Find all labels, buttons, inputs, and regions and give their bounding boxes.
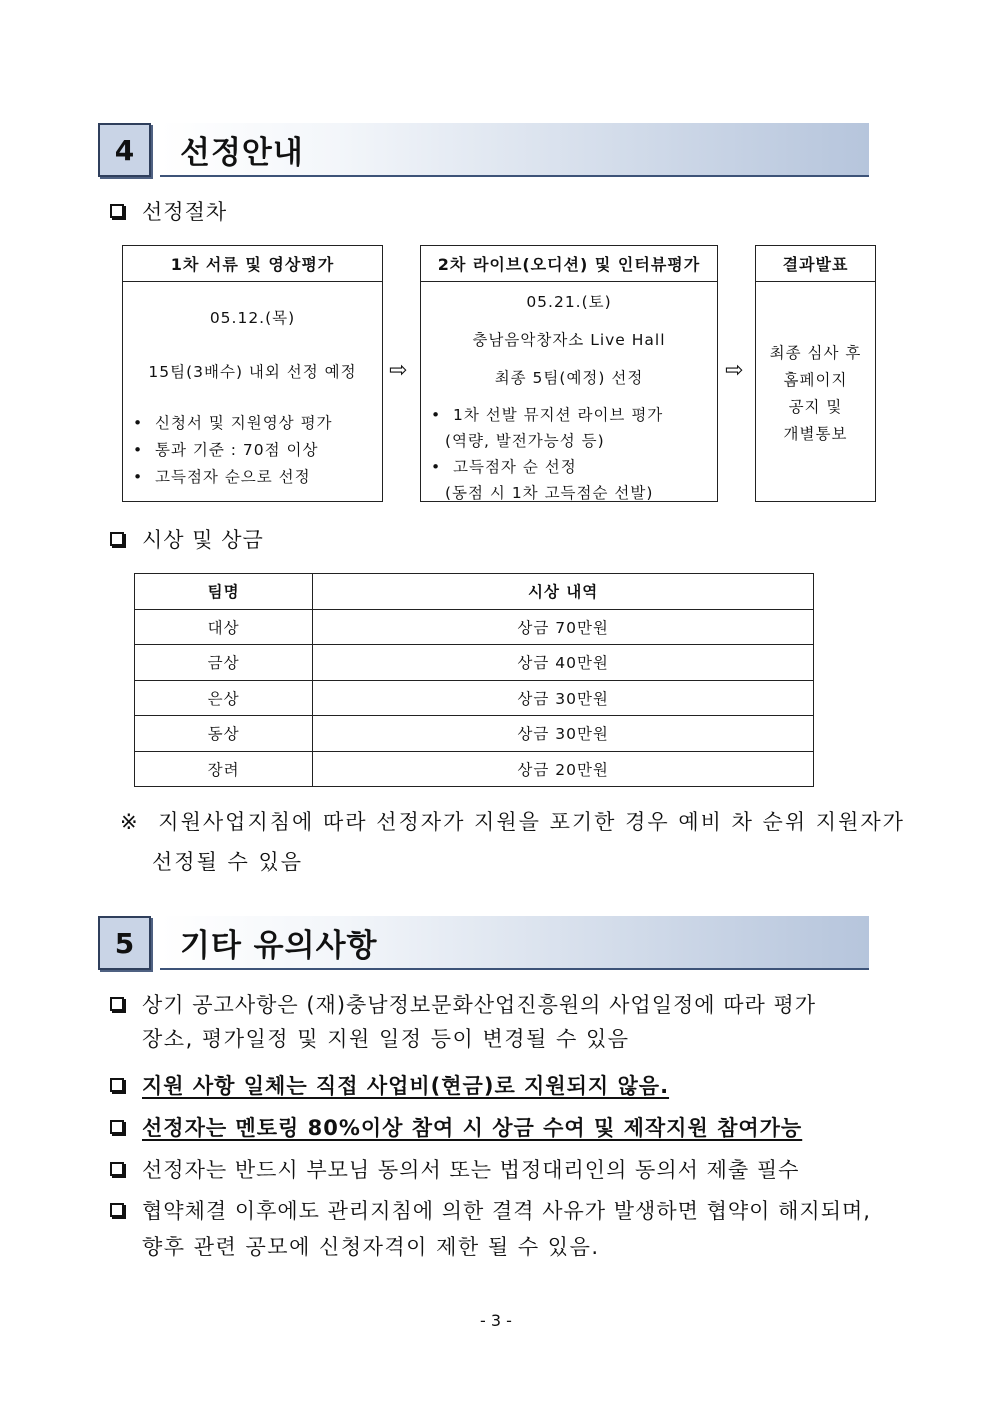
section-4-title: 선정안내 (160, 123, 869, 177)
page-number: - 3 - (480, 1311, 512, 1330)
list-item-sub: (역량, 발전가능성 등) (445, 432, 605, 450)
table-row (135, 751, 814, 787)
step-2-date: 05.21.(토) (526, 293, 612, 311)
table-header-row (135, 574, 814, 610)
arrow-right-icon: ⇨ (725, 358, 744, 383)
list-item: 지원 사항 일체는 직접 사업비(현금)로 지원되지 않음. (110, 1064, 910, 1106)
table-row (135, 609, 814, 645)
result-line: 공지 및 (788, 398, 843, 416)
awards-heading-text: 시상 및 상금 (142, 528, 264, 552)
step-2-venue: 충남음악창자소 Live Hall (472, 331, 666, 349)
checkbox-bullet-icon (110, 1203, 124, 1217)
header-award: 시상 내역 (313, 574, 814, 610)
list-item: 상기 공고사항은 (재)충남정보문화산업진흥원의 사업일정에 따라 평가 장소, 평가일정 및 지원 일정 등이 변경될 수 있음 (110, 986, 910, 1064)
procedure-heading (110, 196, 227, 226)
step-3-box (755, 245, 876, 502)
award-prize: 상금 20만원 (313, 751, 814, 787)
notice-list (110, 986, 910, 1264)
note-line-1: 지원사업지침에 따라 선정자가 지원을 포기한 경우 예비 차 순위 지원자가 (158, 810, 905, 834)
procedure-heading-text: 선정절차 (142, 200, 228, 224)
list-item: • 신청서 및 지원영상 평가 (133, 414, 333, 432)
list-item: 협약체결 이후에도 관리지침에 의한 결격 사유가 발생하면 협약이 해지되며, 향후 관련 공모에 신청자격이 제한 될 수 있음. (110, 1190, 910, 1264)
list-item: 선정자는 멘토링 80%이상 참여 시 상금 수여 및 제작지원 참여가능 (110, 1106, 910, 1148)
header-team: 팀명 (135, 574, 313, 610)
list-item: • 1차 선발 뮤지션 라이브 평가 (431, 406, 664, 424)
step-2-body (421, 290, 717, 506)
award-prize: 상금 30만원 (313, 716, 814, 752)
note-line-2: 선정될 수 있음 (152, 850, 304, 874)
result-line: 개별통보 (783, 425, 848, 443)
award-name: 동상 (135, 716, 313, 752)
section-5-title: 기타 유의사항 (160, 916, 869, 970)
list-item: • 통과 기준 : 70점 이상 (133, 441, 319, 459)
award-prize: 상금 40만원 (313, 645, 814, 681)
step-1-box (122, 245, 383, 502)
award-name: 금상 (135, 645, 313, 681)
awards-heading (110, 524, 264, 554)
selection-note (120, 802, 910, 882)
step-3-header: 결과발표 (756, 246, 875, 282)
awards-table (134, 573, 814, 787)
arrow-right-icon: ⇨ (389, 358, 408, 383)
award-prize: 상금 70만원 (313, 609, 814, 645)
checkbox-bullet-icon (110, 532, 124, 546)
award-name: 대상 (135, 609, 313, 645)
list-item: • 고득점자 순으로 선정 (133, 468, 311, 486)
section-5-number: 5 (98, 916, 151, 970)
step-2-summary: 최종 5팀(예정) 선정 (494, 369, 644, 387)
checkbox-bullet-icon (110, 1162, 124, 1176)
award-name: 은상 (135, 680, 313, 716)
note-mark-icon: ※ (120, 810, 140, 834)
result-line: 홈페이지 (783, 371, 848, 389)
step-2-box (420, 245, 718, 502)
table-row (135, 645, 814, 681)
section-4-number: 4 (98, 123, 151, 177)
step-1-header: 1차 서류 및 영상평가 (123, 246, 382, 282)
list-item: 선정자는 반드시 부모님 동의서 또는 법정대리인의 동의서 제출 필수 (110, 1148, 910, 1190)
award-name: 장려 (135, 751, 313, 787)
checkbox-bullet-icon (110, 1120, 124, 1134)
checkbox-bullet-icon (110, 204, 124, 218)
step-1-bullets (133, 410, 372, 491)
list-item-sub: (동점 시 1차 고득점순 선발) (445, 484, 654, 502)
list-item: • 고득점자 순 선정 (431, 458, 577, 476)
step-2-bullets (431, 402, 707, 506)
table-row (135, 716, 814, 752)
result-line: 최종 심사 후 (769, 344, 862, 362)
step-1-summary: 15팀(3배수) 내외 선정 예정 (148, 363, 357, 381)
step-1-date: 05.12.(목) (209, 309, 296, 327)
step-1-body (123, 306, 382, 491)
step-3-body (756, 340, 875, 448)
checkbox-bullet-icon (110, 1078, 124, 1092)
checkbox-bullet-icon (110, 997, 124, 1011)
step-2-header: 2차 라이브(오디션) 및 인터뷰평가 (421, 246, 717, 282)
award-prize: 상금 30만원 (313, 680, 814, 716)
table-row (135, 680, 814, 716)
